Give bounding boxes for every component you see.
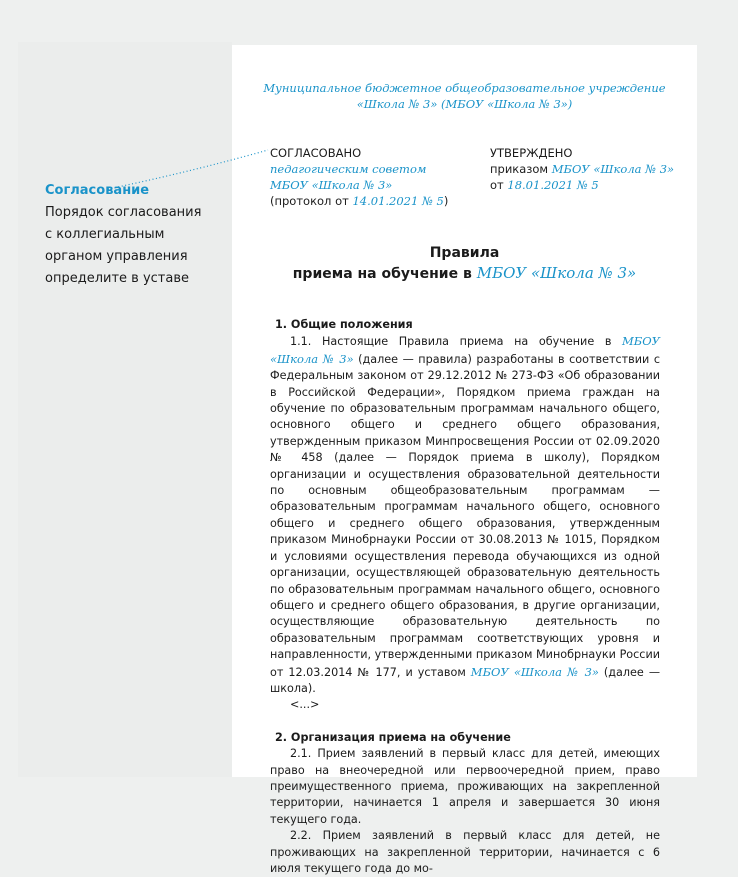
org-placeholder: МБОУ «Школа № 3» [270, 334, 660, 366]
paragraph-2-1: 2.1. Прием заявлений в первый класс для детей, имеющих право на внеочередной или первоочередной прием, право преимущественного приема, проживающих на закрепленной территории, начинается 1 апреля и завершается 30 июня текущего года. [270, 747, 660, 826]
org-name-line1: Муниципальное бюджетное общеобразовательное учреждение [263, 81, 666, 95]
side-note [45, 180, 225, 290]
side-note-line: органом управления [45, 249, 188, 264]
order-value: МБОУ «Школа № 3» [551, 162, 675, 176]
side-panel [18, 42, 232, 777]
order-prefix: приказом [490, 162, 552, 176]
approved-date [490, 177, 674, 193]
side-note-title: Согласование [45, 183, 150, 198]
section-heading: 2. Организация приема на обучение [275, 730, 511, 744]
side-note-line: определите в уставе [45, 271, 189, 286]
title-org: МБОУ «Школа № 3» [476, 264, 637, 282]
approved-order [490, 161, 674, 177]
paragraph-text: (далее — школа). [270, 665, 661, 695]
omission-marker: <...> [290, 698, 320, 712]
agreed-protocol [270, 193, 448, 209]
org-name-line2: «Школа № 3» (МБОУ «Школа № 3») [356, 97, 573, 111]
agreed-org: МБОУ «Школа № 3» [270, 178, 393, 192]
paragraph-2-2: 2.2. Прием заявлений в первый класс для детей, не проживающих на закрепленной территории, начинается с 6 июля текущего года до мо- [270, 829, 660, 875]
protocol-suffix: ) [443, 194, 449, 208]
approval-agreed-block [270, 145, 448, 209]
section-heading: 1. Общие положения [275, 318, 413, 331]
paragraph-text: 1.1. Настоящие Правила приема на обучение в [290, 335, 623, 349]
paragraph-1-1 [270, 333, 660, 697]
side-note-line: Порядок согласования [45, 205, 202, 220]
protocol-prefix: (протокол от [270, 194, 353, 208]
approved-label: УТВЕРЖДЕНО [490, 146, 573, 160]
protocol-value: 14.01.2021 № 5 [352, 194, 444, 208]
date-value: 18.01.2021 № 5 [507, 178, 599, 192]
paragraph-text: (далее — правила) разработаны в соответствии с Федеральным законом от 29.12.2012 № 273-ФЗ «Об образовании в Российской Федерации», Порядком приема граждан на обучение по образовательным программам начального общего, основного общего и среднего общего образования, утвержденным приказом Минпросвещения России от 02.09.2020 № 458 (далее — Порядок приема в школу), Порядком организации и осуществления образовательной деятельности по основным общеобразовательным программам — образовательным программам начального общего, основного общего и среднего общего образования, утвержденным приказом Минобрнауки России от 30.08.2013 № 1015, Порядком и условиями осуществления перевода обучающихся из одной организации, осуществляющей образовательную деятельность по образовательным программам начального общего, основного общего и среднего общего образования, в другие организации, осуществляющие образовательную деятельность по образовательным программам соответствующих уровня и направленности, утвержденными приказом Минобрнауки России от 12.03.2014 № 177, и уставом [270, 352, 660, 679]
title-prefix: приема на обучение в [292, 266, 477, 282]
title-line1: Правила [429, 245, 500, 261]
title-line2 [232, 263, 697, 284]
agreed-label: СОГЛАСОВАНО [270, 146, 362, 160]
date-prefix: от [490, 178, 508, 192]
agreed-body: педагогическим советом [270, 162, 427, 176]
org-placeholder: МБОУ «Школа № 3» [470, 664, 599, 679]
document-title [232, 243, 697, 284]
side-note-line: с коллегиальным [45, 227, 165, 242]
document-body [270, 317, 660, 877]
organization-header [232, 80, 697, 112]
approval-approved-block [490, 145, 674, 193]
